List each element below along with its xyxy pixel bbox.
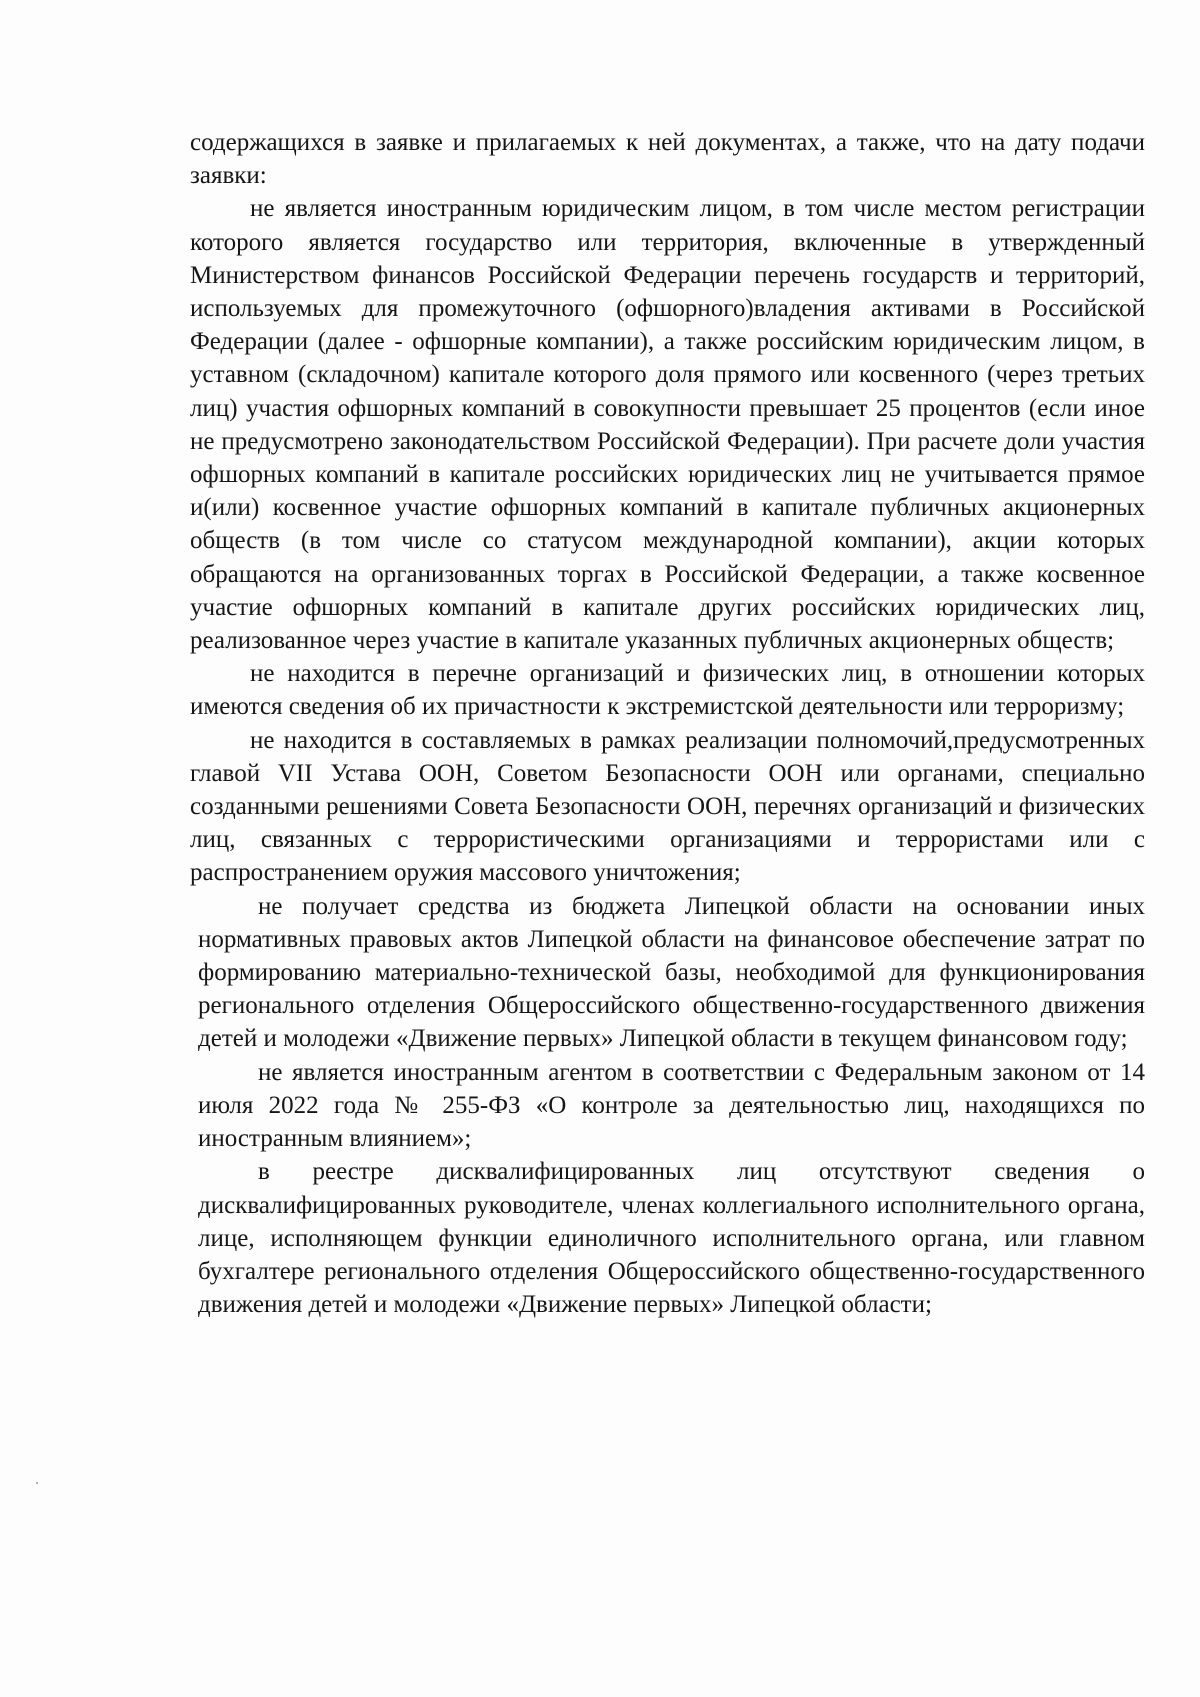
scan-speck (36, 1482, 38, 1484)
paragraph-continuation: содержащихся в заявке и прилагаемых к ней документах, а также, что на дату подачи заявки: (190, 129, 1145, 190)
paragraph-disqualified-registry: в реестре дисквалифицированных лиц отсутствуют сведения о дисквалифицированных руководителе, членах коллегиального исполнительного органа, лице, исполняющем функции единоличного исполнительного органа, или главном бухгалтере регионального отделения Общероссийского общественно-государственного движения детей и молодежи «Движение первых» Липецкой области; (198, 1158, 1145, 1319)
document-body (190, 126, 1145, 1321)
paragraph-offshore-status: не является иностранным юридическим лицом, в том числе местом регистрации которого является государство или территория, включенные в утвержденный Министерством финансов Российской Федерации перечень государств и территорий, используемых для промежуточного (офшорного)владения активами в Российской Федерации (далее - офшорные компании), а также российским юридическим лицом, в уставном (складочном) капитале которого доля прямого или косвенного (через третьих лиц) участия офшорных компаний в совокупности превышает 25 процентов (если иное не предусмотрено законодательством Российской Федерации). При расчете доли участия офшорных компаний в капитале российских юридических лиц не учитывается прямое и(или) косвенное участие офшорных компаний в капитале публичных акционерных обществ (в том числе со статусом международной компании), акции которых обращаются на организованных торгах в Российской Федерации, а также косвенное участие офшорных компаний в капитале других российских юридических лиц, реализованное через участие в капитале указанных публичных акционерных обществ; (190, 195, 1145, 655)
paragraph-budget-funds: не получает средства из бюджета Липецкой области на основании иных нормативных правовых актов Липецкой области на финансовое обеспечение затрат по формированию материально-технической базы, необходимой для функционирования регионального отделения Общероссийского общественно-государственного движения детей и молодежи «Движение первых» Липецкой области в текущем финансовом году; (198, 892, 1145, 1053)
paragraph-extremism-list: не находится в перечне организаций и физических лиц, в отношении которых имеются сведения об их причастности к экстремистской деятельности или терроризму; (190, 660, 1145, 721)
paragraph-un-sanctions-list: не находится в составляемых в рамках реализации полномочий,предусмотренных главой VII Устава ООН, Советом Безопасности ООН или органами, специально созданными решениями Совета Безопасности ООН, перечнях организаций и физических лиц, связанных с террористическими организациями и террористами или с распространением оружия массового уничтожения; (190, 726, 1145, 887)
paragraph-foreign-agent: не является иностранным агентом в соответствии с Федеральным законом от 14 июля 2022 года № 255-ФЗ «О контроле за деятельностью лиц, находящихся по иностранным влиянием»; (198, 1058, 1145, 1153)
